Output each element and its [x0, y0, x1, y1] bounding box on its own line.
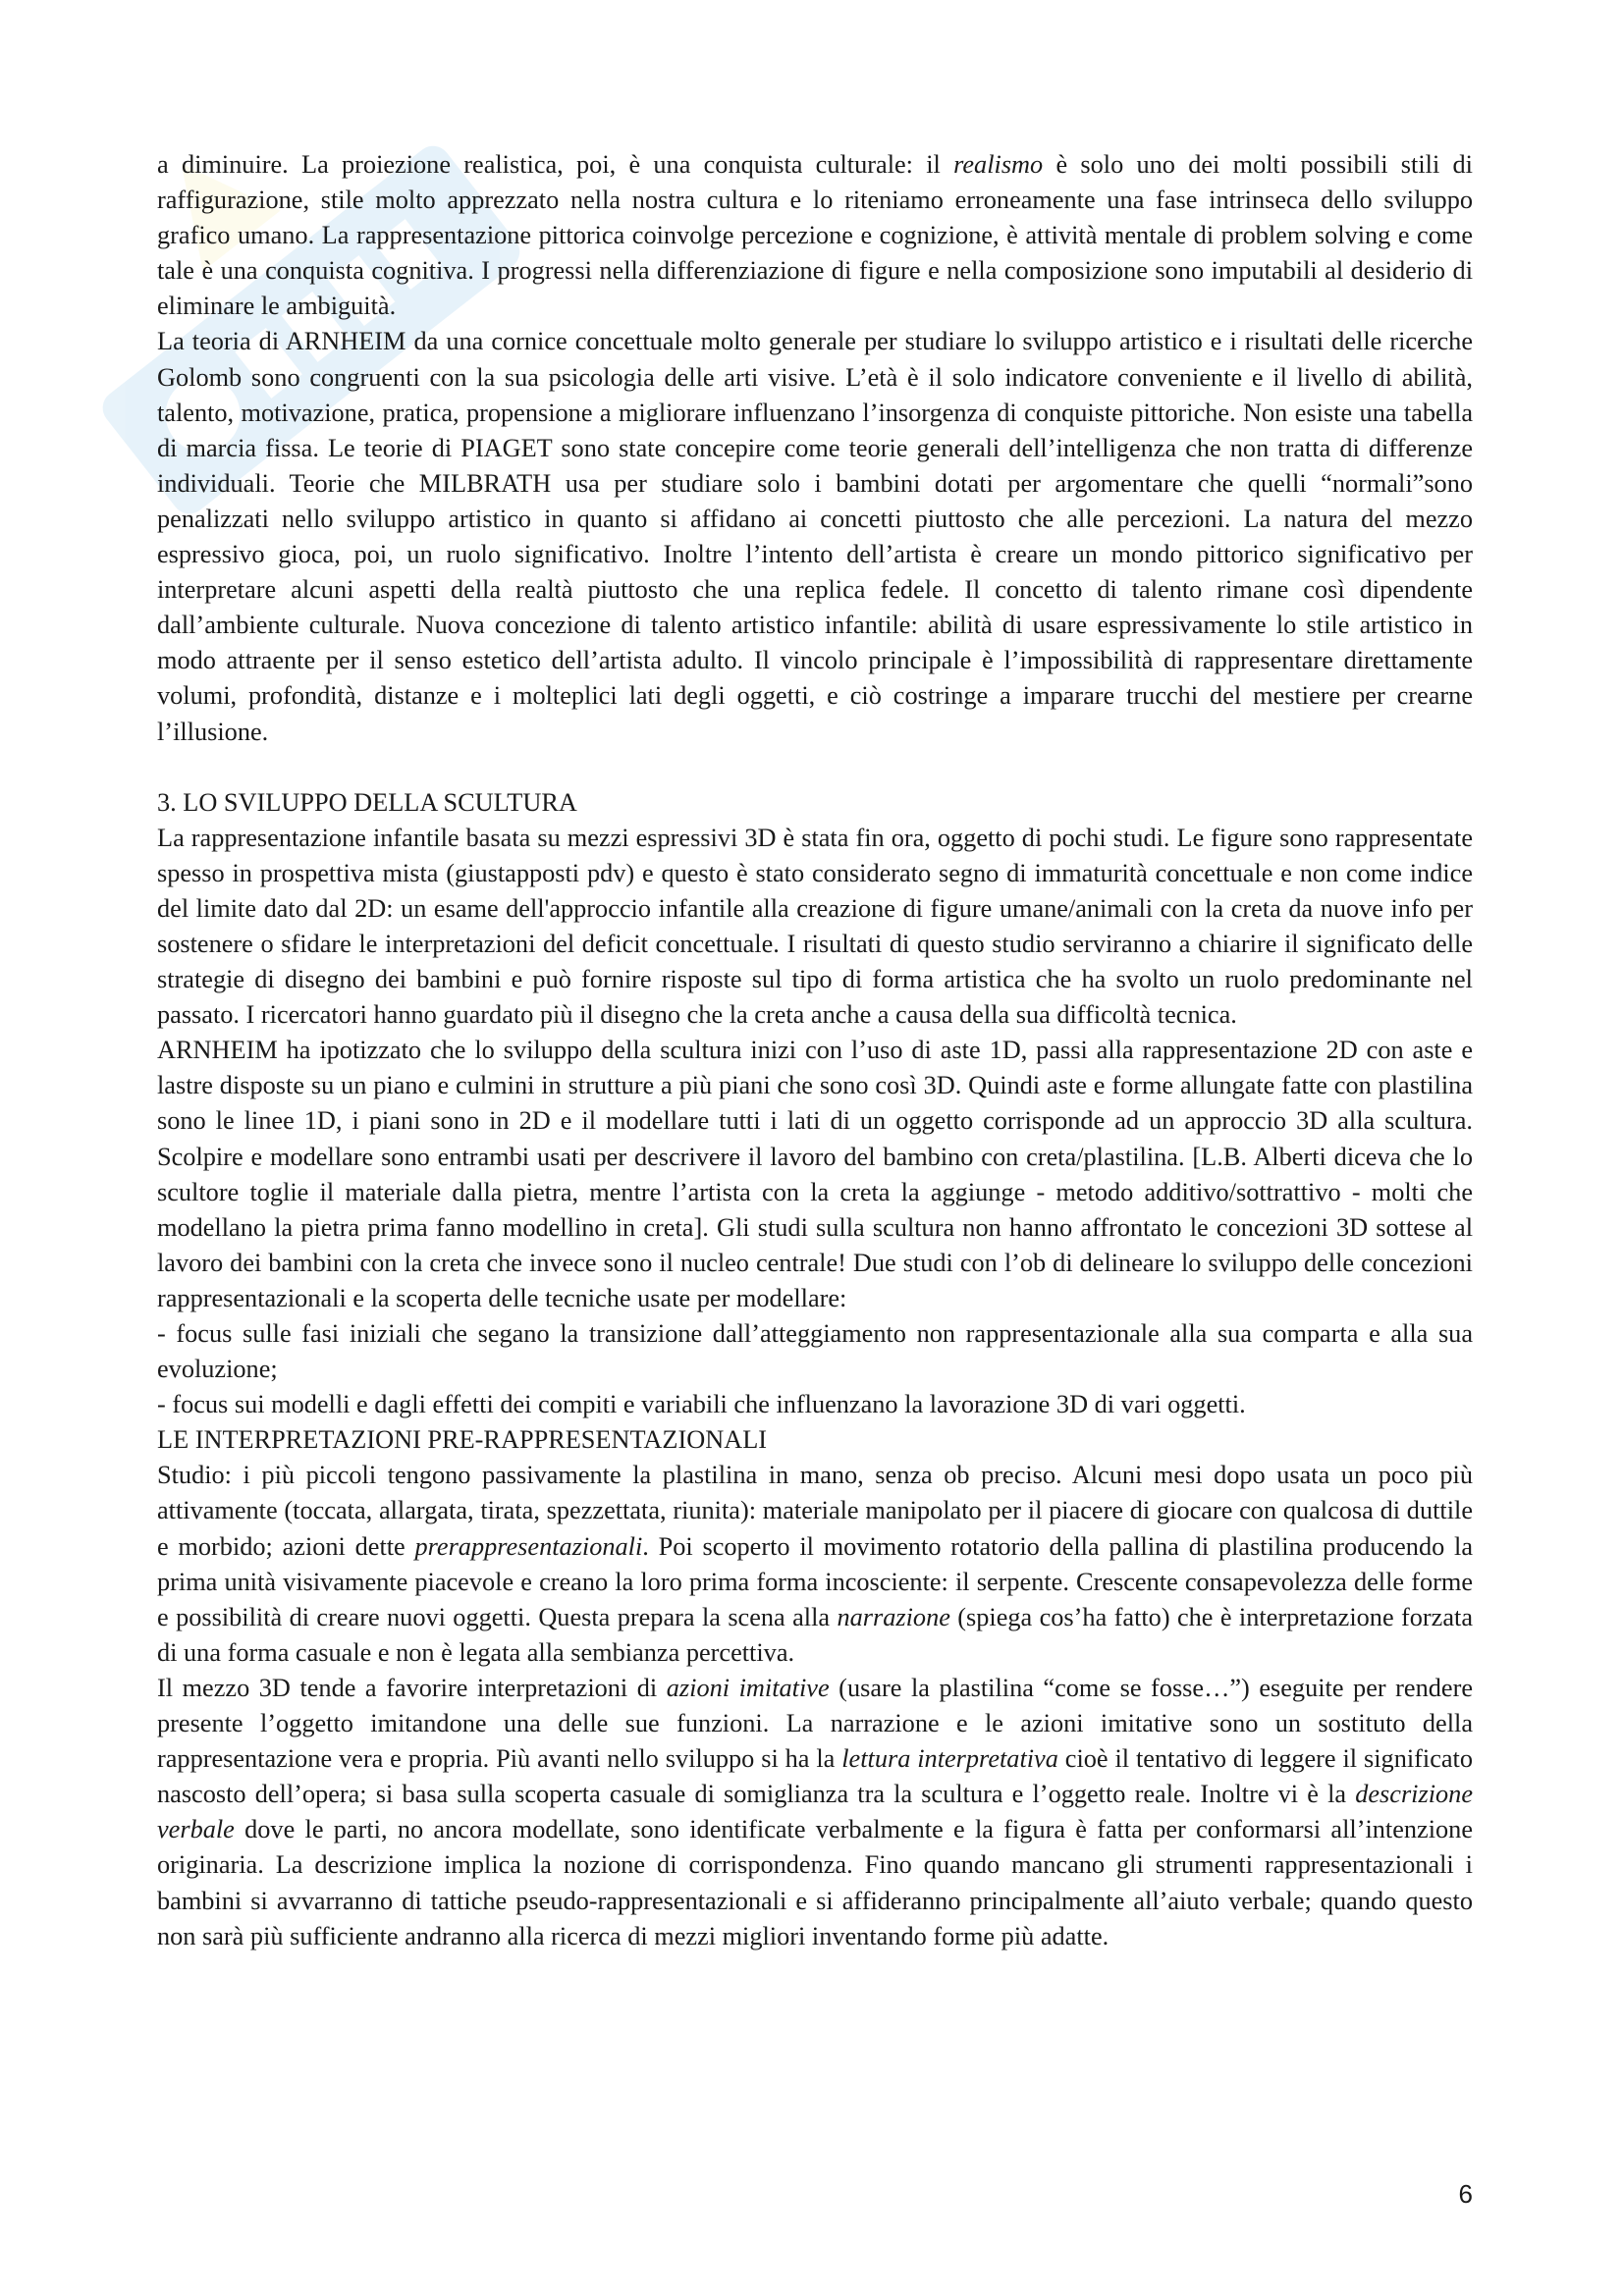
italic-term: descrizione verbale — [157, 1780, 1473, 1844]
paragraph — [157, 1033, 1473, 1316]
italic-term: realismo — [953, 150, 1044, 179]
paragraph — [157, 1387, 1473, 1422]
paragraph-gap — [157, 750, 1473, 785]
text-run: (spiega cos’ha fatto) che è interpretazione forzata di una forma casuale e non è legata alla sembianza percettiva. — [157, 1602, 1474, 1667]
italic-term: azioni imitative — [666, 1673, 830, 1702]
paragraph — [157, 1316, 1473, 1387]
page-number: 6 — [1458, 2179, 1473, 2209]
paragraph — [157, 821, 1473, 1034]
text-run: ARNHEIM ha ipotizzato che lo sviluppo della scultura inizi con l’uso di aste 1D, passi alla rappresentazione 2D con aste e lastre disposte su un piano e culmini in strutture a più piani che sono così 3D. Quindi aste e forme allungate fatte con plastilina sono le linee 1D, i piani sono in 2D e il modellare tutti i lati di un oggetto corrisponde ad un approccio 3D alla scultura. Scolpire e modellare sono entrambi usati per descrivere il lavoro del bambino con creta/plastilina. [L.B. Alberti diceva che lo scultore toglie il materiale dalla pietra, mentre l’artista con la creta la aggiunge - metodo additivo/sottrattivo - molti che modellano la pietra prima fanno modellino in creta]. Gli studi sulla scultura non hanno affrontato le concezioni 3D sottese al lavoro dei bambini con la creta che invece sono il nucleo centrale! Due studi con l’ob di delineare lo sviluppo delle concezioni rappresentazionali e la scoperta delle tecniche usate per modellare: — [157, 1036, 1473, 1312]
italic-term: lettura interpretativa — [841, 1744, 1058, 1774]
text-run: Il mezzo 3D tende a favorire interpretazioni di — [157, 1673, 667, 1702]
section-heading: 3. LO SVILUPPO DELLA SCULTURA — [157, 787, 577, 817]
text-run: . Poi scoperto il movimento rotatorio della pallina di plastilina producendo la prima unità visivamente piacevole e creano la loro prima forma incosciente: il serpente. Crescente consapevolezza delle forme e possibilità di creare nuovi oggetti. Questa prepara la scena alla — [157, 1531, 1473, 1631]
text-run: - focus sui modelli e dagli effetti dei compiti e variabili che influenzano la lavorazione 3D di vari oggetti. — [157, 1390, 1246, 1419]
paragraph — [157, 1671, 1473, 1954]
paragraph — [157, 1422, 1473, 1458]
text-block-2 — [157, 821, 1473, 1954]
text-block-1 — [157, 147, 1473, 750]
text-run: è solo uno dei molti possibili stili di raffigurazione, stile molto apprezzato nella nostra cultura e lo riteniamo erroneamente una fase intrinseca dello sviluppo grafico umano. La rappresentazione pittorica coinvolge percezione e cognizione, è attività mentale di problem solving e come tale è una conquista cognitiva. I progressi nella differenziazione di figure e nella composizione sono imputabili al desiderio di eliminare le ambiguità. — [157, 150, 1473, 321]
text-run: a diminuire. La proiezione realistica, poi, è una conquista culturale: il — [157, 150, 954, 179]
text-run: cioè il tentativo di leggere il significato nascosto dell’opera; si basa sulla scoperta casuale di somiglianza tra la scultura e l’oggetto reale. Inoltre vi è la — [157, 1744, 1474, 1809]
text-run: La teoria di ARNHEIM da una cornice concettuale molto generale per studiare lo sviluppo artistico e i risultati delle ricerche Golomb sono congruenti con la sua psicologia delle arti visive. L’età è il solo indicatore conveniente e il livello di abilità, talento, motivazione, pratica, propensione a migliorare influenzano l’insorgenza di conquiste pittoriche. Non esiste una tabella di marcia fissa. Le teorie di PIAGET sono state concepire come teorie generali dell’intelligenza che non tratta di differenze individuali. Teorie che MILBRATH usa per studiare solo i bambini dotati per argomentare che quelli “normali”sono penalizzati nello sviluppo artistico in quanto si affidano ai concetti piuttosto che alle percezioni. La natura del mezzo espressivo gioca, poi, un ruolo significativo. Inoltre l’intento dell’artista è creare un mondo pittorico significativo per interpretare alcuni aspetti della realtà piuttosto che una replica fedele. Il concetto di talento rimane così dipendente dall’ambiente culturale. Nuova concezione di talento artistico infantile: abilità di usare espressivamente lo stile artistico in modo attraente per il senso estetico dell’artista adulto. Il vincolo principale è l’impossibilità di rappresentare direttamente volumi, profondità, distanze e i molteplici lati degli oggetti, e ciò costringe a imparare trucchi del mestiere per crearne l’illusione. — [157, 327, 1473, 746]
text-run: LE INTERPRETAZIONI PRE-RAPPRESENTAZIONALI — [157, 1425, 768, 1455]
text-run: (usare la plastilina “come se fosse…”) eseguite per rendere presente l’oggetto imitandone una delle sue funzioni. La narrazione e le azioni imitative sono un sostituto della rappresentazione vera e propria. Più avanti nello sviluppo si ha la — [157, 1673, 1473, 1774]
text-run: dove le parti, no ancora modellate, sono identificate verbalmente e la figura è fatta per conformarsi all’intenzione originaria. La descrizione implica la nozione di corrispondenza. Fino quando mancano gli strumenti rappresentazionali i bambini si avvarranno di tattiche pseudo-rappresentazionali e si affideranno principalmente all’aiuto verbale; quando questo non sarà più sufficiente andranno alla ricerca di mezzi migliori inventando forme più adatte. — [157, 1815, 1473, 1950]
paragraph — [157, 324, 1473, 749]
italic-term: narrazione — [837, 1602, 950, 1631]
text-run: - focus sulle fasi iniziali che segano la transizione dall’atteggiamento non rappresentazionale alla sua comparta e alla sua evoluzione; — [157, 1319, 1473, 1384]
text-run: Studio: i più piccoli tengono passivamente la plastilina in mano, senza ob preciso. Alcuni mesi dopo usata un poco più attivamente (toccata, allargata, tirata, spezzettata, riunita): materiale manipolato per il piacere di giocare con qualcosa di duttile e morbido; azioni dette — [157, 1461, 1473, 1561]
italic-term: prerappresentazionali — [414, 1531, 643, 1561]
paragraph — [157, 147, 1473, 324]
paragraph — [157, 1458, 1473, 1671]
document-body — [157, 147, 1473, 1954]
text-run: La rappresentazione infantile basata su mezzi espressivi 3D è stata fin ora, oggetto di pochi studi. Le figure sono rappresentate spesso in prospettiva mista (giustapposti pdv) e questo è stato considerato segno di immaturità concettuale e non come indice del limite dato dal 2D: un esame dell'approccio infantile alla creazione di figure umane/animali con la creta da nuove info per sostenere o sfidare le interpretazioni del deficit concettuale. I risultati di questo studio serviranno a chiarire il significato delle strategie di disegno dei bambini e può fornire risposte sul tipo di forma artistica che ha svolto un ruolo predominante nel passato. I ricercatori hanno guardato più il disegno che la creta anche a causa della sua difficoltà tecnica. — [157, 823, 1473, 1030]
